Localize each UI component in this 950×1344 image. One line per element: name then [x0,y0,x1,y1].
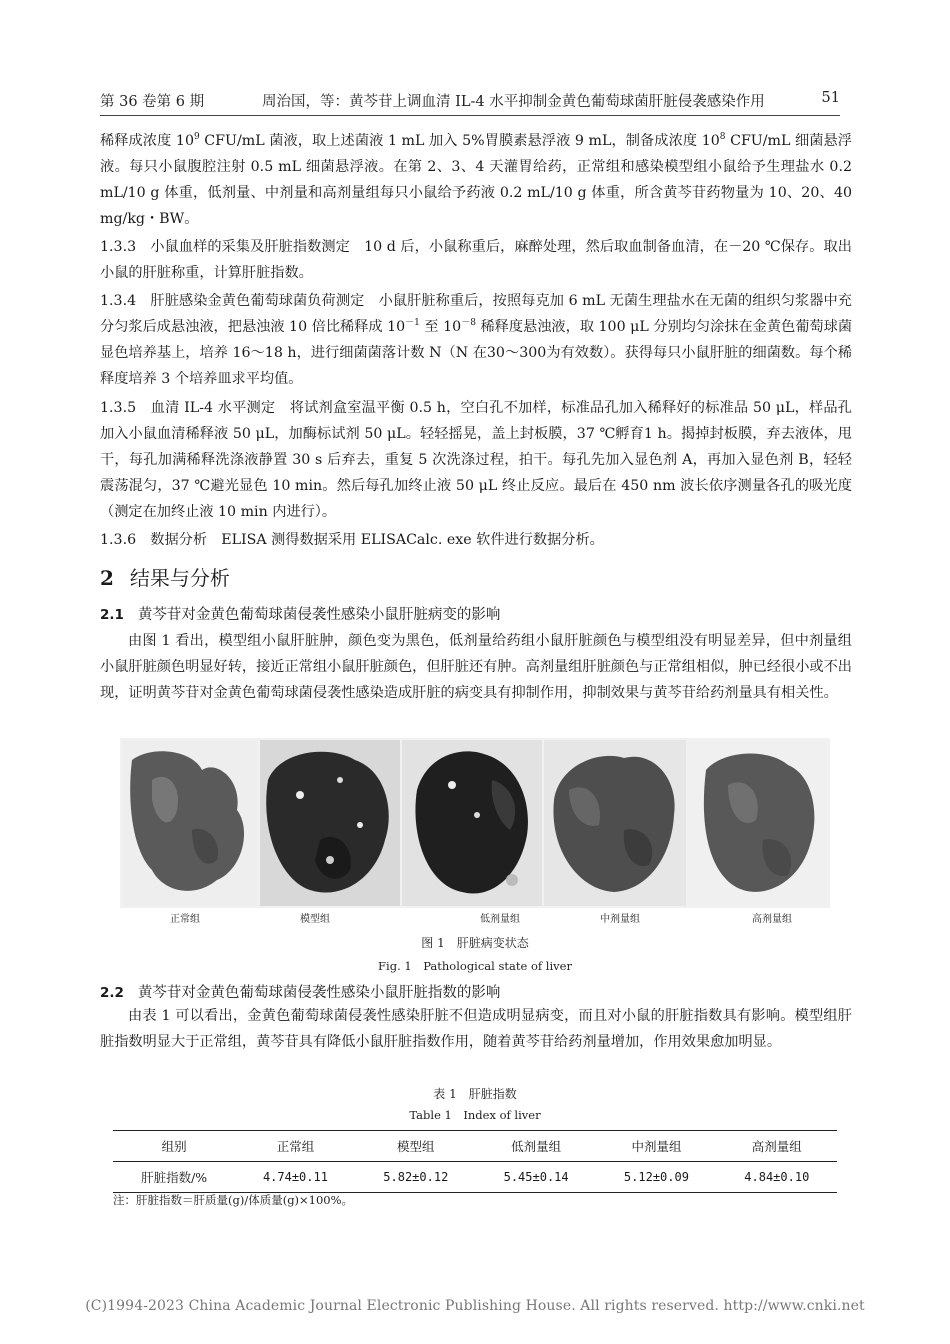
table-caption-en: Table 1 Index of liver [409,1108,541,1122]
table-cell: 4.74±0.11 [262,1170,328,1184]
table-header: 正常组 [276,1139,315,1154]
figure-caption-en: Fig. 1 Pathological state of liver [378,959,572,973]
liver-image-high-dose [688,740,828,906]
figure-label-normal: 正常组 [170,914,200,925]
figure-label-medium-dose: 中剂量组 [600,914,640,925]
figure-label-low-dose: 低剂量组 [480,914,520,925]
table-caption-cn: 表 1 肝脏指数 [433,1087,517,1101]
liver-figure [120,738,830,908]
paragraph-1-3-3: 1.3.3 小鼠血样的采集及肝脏指数测定 10 d 后，小鼠称重后，麻醉处理，然后取血制备血清，在－20 ℃保存。取出小鼠的肝脏称重，计算肝脏指数。 [100,239,852,281]
table-row [113,1162,837,1193]
table-header: 中剂量组 [631,1139,682,1154]
table-header: 模型组 [397,1139,435,1154]
paragraph-dilution: 稀释成浓度 $10^9$ CFU/mL 菌液，取上述菌液 1 mL 加入 5%胃膜素悬浮液 9 mL，制备成浓度 $10^8$ CFU/mL 细菌悬浮液。每只小鼠腹腔注射 0.5 mL 细菌悬浮液。在第 2、3、4 天灌胃给药，正常组和感染模型组小鼠给予生理盐水 0.2 mL/10 g 体重，低剂量、中剂量和高剂量组每只小鼠给予药液 0.2 mL/10 g 体重，所含黄芩苷药物量为 10、20、40 mg/kg・BW。 [100,132,852,227]
table-header: 高剂量组 [751,1139,802,1154]
table-cell: 5.82±0.12 [383,1170,449,1184]
table-header-row [113,1131,837,1162]
paragraph-2-1: 由图 1 看出，模型组小鼠肝脏肿，颜色变为黑色，低剂量给药组小鼠肝脏颜色与模型组没有明显差异，但中剂量组小鼠肝脏颜色明显好转，接近正常组小鼠肝脏颜色，但肝脏还有肿。高剂量组肝脏颜色与正常组相似，肿已经很小或不出现，证明黄芩苷对金黄色葡萄球菌侵袭性感染造成肝脏的病变具有抑制作用，抑制效果与黄芩苷给药剂量具有相关性。 [100,633,852,701]
page-number: 51 [821,90,840,106]
paragraph-2-2: 由表 1 可以看出，金黄色葡萄球菌侵袭性感染肝脏不但造成明显病变，而且对小鼠的肝脏指数具有影响。模型组肝脏指数明显大于正常组，黄芩苷具有降低小鼠肝脏指数作用，随着黄芩苷给药剂量增加，作用效果愈加明显。 [100,1008,852,1050]
paragraph-1-3-6: 1.3.6 数据分析 ELISA 测得数据采用 ELISACalc. exe 软件进行数据分析。 [100,532,604,548]
subsection-heading-2-1: 2.1 黄芩苷对金黄色葡萄球菌侵袭性感染小鼠肝脏病变的影响 [100,607,501,623]
liver-image-normal [122,740,258,906]
journal-volume: 第 36 卷第 6 期 [100,94,205,110]
liver-image-medium-dose [544,740,686,906]
section-heading-2: 2 结果与分析 [100,566,230,590]
liver-image-low-dose [402,740,542,906]
figure-caption-cn: 图 1 肝脏病变状态 [421,936,529,950]
running-title: 周治国，等：黄芩苷上调血清 IL-4 水平抑制金黄色葡萄球菌肝脏侵袭感染作用 [262,94,765,110]
paragraph-1-3-4: 1.3.4 肝脏感染金黄色葡萄球菌负荷测定 小鼠肝脏称重后，按照每克加 6 mL 无菌生理盐水在无菌的组织匀浆器中充分匀浆后成悬浊液，把悬浊液 10 倍比稀释成 $10^{-1}$ 至 $10^{-8}$ 稀释度悬浊液，取 100 μL 分别均匀涂抹在金黄色葡萄球菌显色培养基上，培养 16～18 h，进行细菌菌落计数 N（N 在30～300为有效数）。获得每只小鼠肝脏的细菌数。每个稀释度培养 3 个培养皿求平均值。 [100,293,853,387]
table-header: 组别 [161,1139,187,1154]
table-cell: 5.45±0.14 [503,1170,569,1184]
header-rule [100,115,840,116]
figure-label-high-dose: 高剂量组 [752,914,792,925]
figure-label-model: 模型组 [300,914,330,925]
table-cell: 4.84±0.10 [744,1170,810,1184]
liver-image-model [260,740,400,906]
table-header: 低剂量组 [511,1139,562,1154]
subsection-heading-2-2: 2.2 黄芩苷对金黄色葡萄球菌侵袭性感染小鼠肝脏指数的影响 [100,985,501,1001]
table-row-label: 肝脏指数/% [141,1170,208,1185]
liver-index-table [113,1130,837,1193]
paragraph-1-3-5: 1.3.5 血清 IL-4 水平测定 将试剂盒室温平衡 0.5 h，空白孔不加样，标准品孔加入稀释好的标准品 50 μL，样品孔加入小鼠血清稀释液 50 μL，加酶标试剂 50 μL。轻轻摇晃，盖上封板膜，37 ℃孵育1 h。揭掉封板膜，弃去液体，甩干，每孔加满稀释洗涤液静置 30 s 后弃去，重复 5 次洗涤过程，拍干。每孔先加入显色剂 A，再加入显色剂 B，轻轻震荡混匀，37 ℃避光显色 10 min。然后每孔加终止液 50 μL 终止反应。最后在 450 nm 波长依序测量各孔的吸光度（测定在加终止液 10 min 内进行）。 [100,400,852,520]
table-note: 注：肝脏指数＝肝质量(g)/体质量(g)×100%。 [113,1193,354,1207]
copyright-footer: (C)1994-2023 China Academic Journal Electronic Publishing House. All rights reserved. http://www.cnki.net [85,1298,865,1314]
running-header [100,88,840,112]
table-cell: 5.12±0.09 [623,1170,689,1184]
